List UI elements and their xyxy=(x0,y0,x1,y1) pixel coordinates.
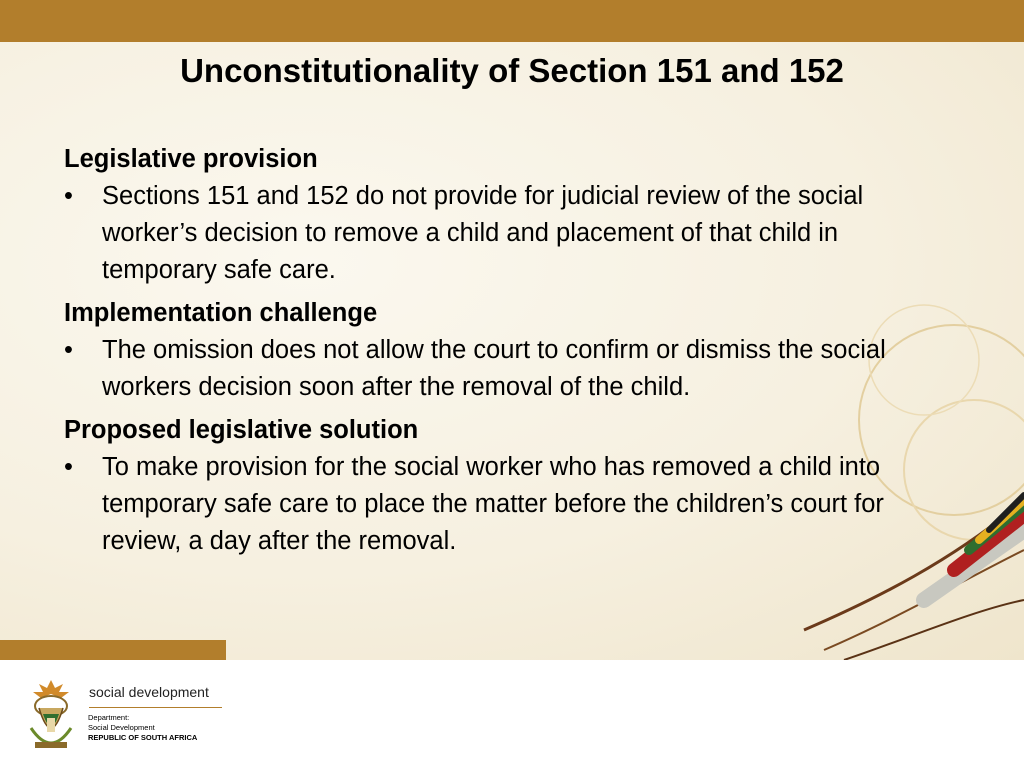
top-accent-bar xyxy=(0,0,1024,42)
section-heading-legislative-provision: Legislative provision xyxy=(64,145,318,173)
bullet-item xyxy=(64,449,954,560)
section-heading-proposed-solution: Proposed legislative solution xyxy=(64,416,419,444)
slide-title: Unconstitutionality of Section 151 and 152 xyxy=(180,52,844,89)
department-name: Social Development xyxy=(88,723,155,732)
brand-divider xyxy=(89,707,222,708)
bullet-icon: • xyxy=(64,453,73,481)
department-block xyxy=(88,713,197,743)
department-label: Department: xyxy=(88,713,130,722)
slide-content xyxy=(64,141,954,560)
brand-name: social development xyxy=(89,684,209,700)
bullet-text: Sections 151 and 152 do not provide for judicial review of the social worker’s decision to remove a child and placement of that child in temporary safe care. xyxy=(102,182,864,284)
bullet-item xyxy=(64,178,954,289)
bullet-icon: • xyxy=(64,182,73,210)
bottom-accent-bar xyxy=(0,640,226,660)
section-heading-implementation-challenge: Implementation challenge xyxy=(64,299,378,327)
bullet-icon: • xyxy=(64,336,73,364)
country-name: REPUBLIC OF SOUTH AFRICA xyxy=(88,733,198,742)
bullet-item xyxy=(64,332,954,406)
bullet-text: The omission does not allow the court to confirm or dismiss the social workers decision soon after the removal of the child. xyxy=(102,336,886,401)
coat-of-arms-icon xyxy=(25,678,77,752)
bullet-text: To make provision for the social worker who has removed a child into temporary safe care to place the matter before the children’s court for review, a day after the removal. xyxy=(102,453,884,555)
